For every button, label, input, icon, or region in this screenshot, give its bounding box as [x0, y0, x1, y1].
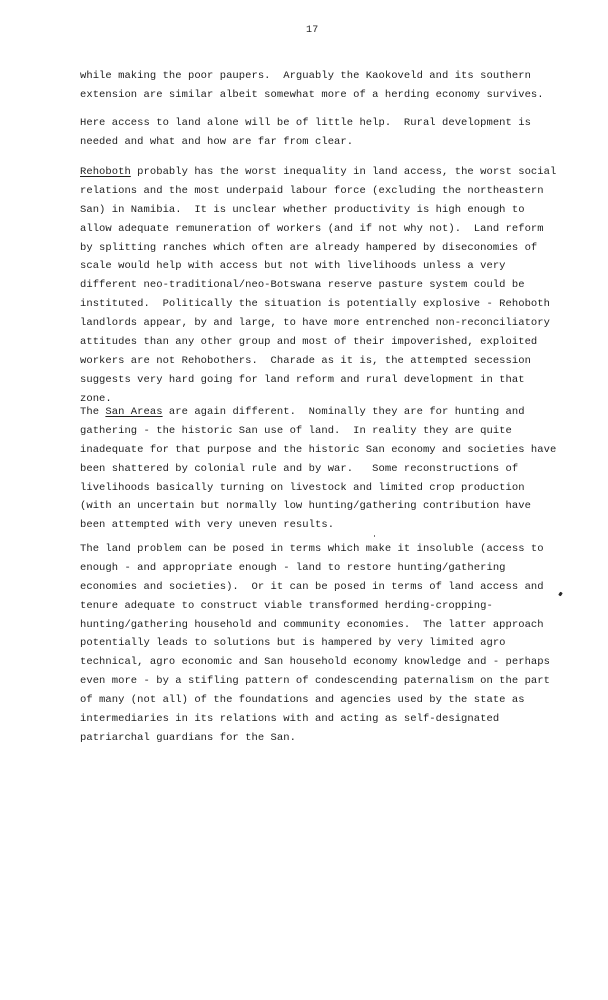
- text-line: patriarchal guardians for the San.: [80, 731, 296, 744]
- text-fragment: are again different. Nominally they are for hunting and: [162, 406, 525, 418]
- text-line: inadequate for that purpose and the historic San economy and societies have: [80, 443, 557, 456]
- text-line: of many (not all) of the foundations and agencies used by the state as: [80, 694, 525, 707]
- text-line: even more - by a stifling pattern of condescending paternalism on the part: [80, 675, 550, 688]
- text-line: economies and societies). Or it can be posed in terms of land access and: [80, 580, 544, 593]
- paragraph-san-areas: [80, 403, 557, 535]
- text-line: zone.: [80, 392, 112, 405]
- text-line: been attempted with very uneven results.: [80, 519, 335, 532]
- text-line: livelihoods basically turning on livestock and limited crop production: [80, 481, 525, 494]
- paragraph-land-problem: [80, 540, 550, 748]
- text-line: attitudes than any other group and most of their impoverished, exploited: [80, 336, 538, 349]
- text-line: San) in Namibia. It is unclear whether productivity is high enough to: [80, 203, 525, 216]
- paragraph-access: [80, 114, 540, 152]
- text-line: potentially leads to solutions but is hampered by very limited agro: [80, 637, 506, 650]
- paragraph-rehoboth: [80, 163, 557, 409]
- text-line: allow adequate remuneration of workers (and if not why not). Land reform: [80, 222, 544, 235]
- text-line: enough - and appropriate enough - land to restore hunting/gathering: [80, 561, 506, 574]
- text-line: gathering - the historic San use of land. In reality they are quite: [80, 424, 512, 437]
- scan-speck: [374, 535, 375, 537]
- text-line: tenure adequate to construct viable transformed herding-cropping-: [80, 599, 493, 612]
- text-line: suggests very hard going for land reform and rural development in that: [80, 373, 525, 386]
- section-heading-san-areas: San Areas: [105, 406, 163, 418]
- text-line: relations and the most underpaid labour force (excluding the northeastern: [80, 184, 544, 197]
- text-line: hunting/gathering household and community economies. The latter approach: [80, 618, 544, 631]
- text-line: Here access to land alone will be of little help. Rural development is: [80, 117, 531, 129]
- page-number: 17: [306, 25, 319, 36]
- section-heading-rehoboth: Rehoboth: [80, 166, 131, 178]
- text-line: [80, 403, 540, 422]
- text-fragment: probably has the worst inequality in land access, the worst social: [130, 166, 557, 178]
- text-line: The land problem can be posed in terms which make it insoluble (access to: [80, 543, 544, 555]
- text-line: landlords appear, by and large, to have more entrenched non-reconciliatory: [80, 317, 550, 330]
- text-line: instituted. Politically the situation is potentially explosive - Rehoboth: [80, 298, 550, 311]
- text-fragment: The: [80, 406, 106, 418]
- text-line: needed and what and how are far from clear.: [80, 135, 354, 148]
- text-line: (with an uncertain but normally low hunting/gathering contribution have: [80, 500, 531, 513]
- text-line: [80, 163, 557, 182]
- text-line: been shattered by colonial rule and by war. Some reconstructions of: [80, 462, 519, 475]
- text-line: different neo-traditional/neo-Botswana reserve pasture system could be: [80, 279, 525, 292]
- text-line: workers are not Rehobothers. Charade as it is, the attempted secession: [80, 354, 531, 367]
- text-line: scale would help with access but not with livelihoods unless a very: [80, 260, 506, 273]
- text-line: technical, agro economic and San household economy knowledge and - perhaps: [80, 656, 550, 669]
- text-line: by splitting ranches which often are already hampered by diseconomies of: [80, 241, 538, 254]
- text-line: extension are similar albeit somewhat more of a herding economy survives.: [80, 88, 544, 101]
- paragraph-kaokoveld: [80, 67, 544, 105]
- text-line: intermediaries in its relations with and acting as self-designated: [80, 713, 500, 726]
- scan-mark: [558, 592, 563, 597]
- text-line: while making the poor paupers. Arguably the Kaokoveld and its southern: [80, 70, 531, 82]
